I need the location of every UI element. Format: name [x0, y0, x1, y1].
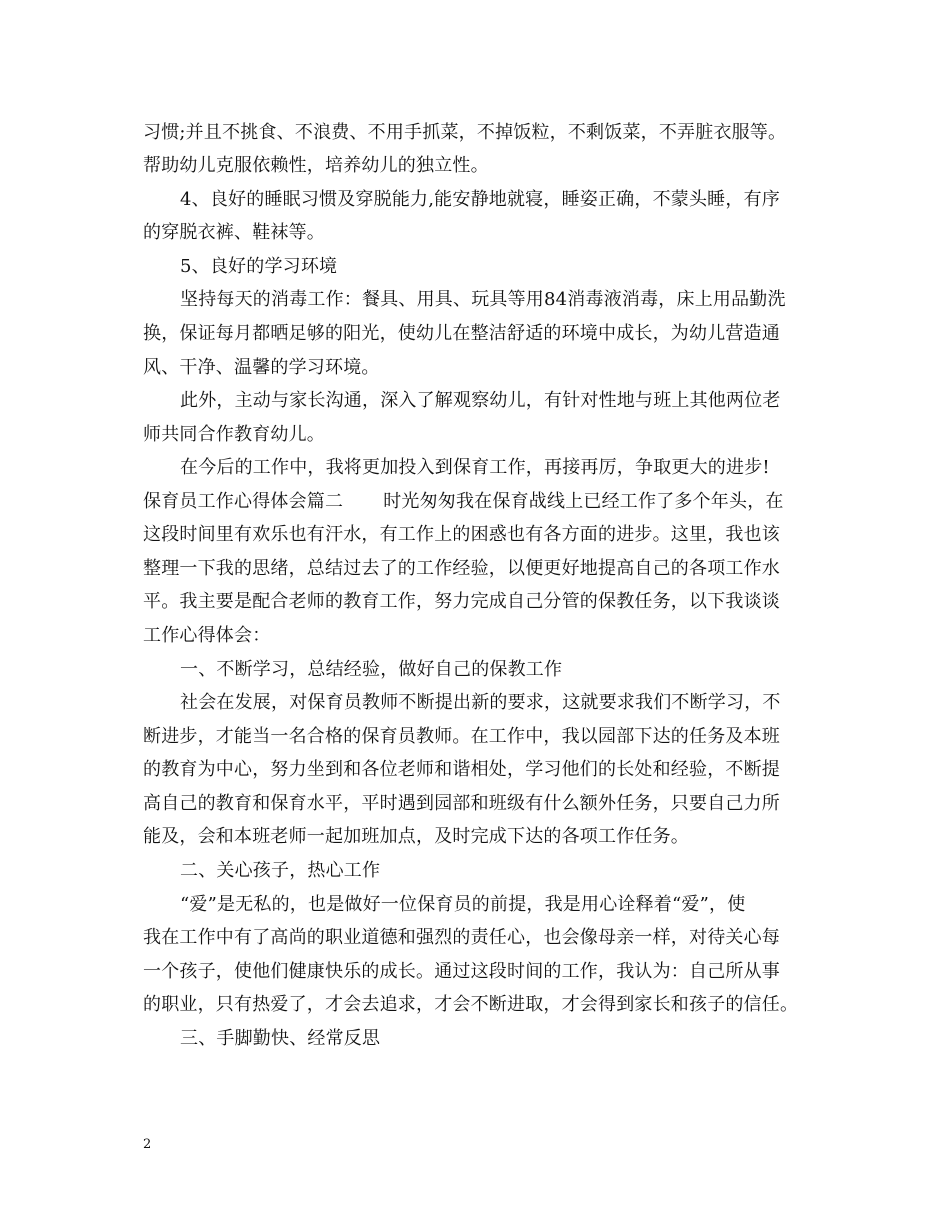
text-line: 的穿脱衣裤、鞋袜等。: [143, 222, 325, 243]
text-line: 的教育为中心，努力坐到和各位老师和谐相处，学习他们的长处和经验，不断提: [143, 759, 780, 780]
text-line: 风、干净、温馨的学习环境。: [143, 357, 380, 378]
text-line: 平。我主要是配合老师的教育工作，努力完成自己分管的保教任务，以下我谈谈: [143, 591, 780, 612]
subheading-line: 二、关心孩子，热心工作: [180, 860, 381, 881]
subheading-line: 三、手脚勤快、经常反思: [180, 1028, 381, 1049]
section-first-line: 时光匆匆我在保育战线上已经工作了多个年头，在: [383, 491, 784, 512]
subheading-line: 一、不断学习，总结经验，做好自己的保教工作: [180, 659, 563, 680]
text-line: 能及，会和本班老师一起加班加点，及时完成下达的各项工作任务。: [143, 826, 689, 847]
text-line: 的职业，只有热爱了，才会去追求，才会不断进取，才会得到家长和孩子的信任。: [143, 994, 799, 1015]
text-line: 坚持每天的消毒工作：餐具、用具、玩具等用84消毒液消毒，床上用品勤洗: [180, 289, 786, 310]
section-title-line: [143, 490, 813, 514]
text-line: “爱”是无私的，也是做好一位保育员的前提，我是用心诠释着“爱”，使: [180, 894, 746, 915]
page-number: 2: [143, 1137, 152, 1152]
text-line: 我在工作中有了高尚的职业道德和强烈的责任心，也会像母亲一样，对待关心每: [143, 927, 780, 948]
text-line: 社会在发展，对保育员教师不断提出新的要求，这就要求我们不断学习，不: [180, 692, 781, 713]
text-line: 断进步，才能当一名合格的保育员教师。在工作中，我以园部下达的任务及本班: [143, 726, 780, 747]
text-line: 整理一下我的思绪，总结过去了的工作经验，以便更好地提高自己的各项工作水: [143, 558, 780, 579]
text-line: 4、良好的睡眠习惯及穿脱能力,能安静地就寝，睡姿正确，不蒙头睡，有序: [180, 189, 780, 210]
text-line: 在今后的工作中，我将更加投入到保育工作，再接再厉，争取更大的进步!: [180, 457, 770, 478]
text-line: 高自己的教育和保育水平，平时遇到园部和班级有什么额外任务，只要自己力所: [143, 793, 780, 814]
text-line: 换，保证每月都晒足够的阳光，使幼儿在整洁舒适的环境中成长，为幼儿营造通: [143, 323, 780, 344]
text-line: 此外，主动与家长沟通，深入了解观察幼儿，有针对性地与班上其他两位老: [180, 390, 781, 411]
text-line: 帮助幼儿克服依赖性，培养幼儿的独立性。: [143, 155, 489, 176]
text-line: 工作心得体会：: [143, 625, 271, 646]
text-line: 习惯;并且不挑食、不浪费、不用手抓菜，不掉饭粒，不剩饭菜，不弄脏衣服等。: [143, 122, 787, 143]
text-line: 师共同合作教育幼儿。: [143, 424, 325, 445]
text-line: 这段时间里有欢乐也有汗水，有工作上的困惑也有各方面的进步。这里，我也该: [143, 524, 780, 545]
text-line: 一个孩子，使他们健康快乐的成长。通过这段时间的工作，我认为：自己所从事: [143, 961, 780, 982]
text-line: 5、良好的学习环境: [180, 256, 338, 277]
section-title: 保育员工作心得体会篇二: [143, 491, 344, 512]
